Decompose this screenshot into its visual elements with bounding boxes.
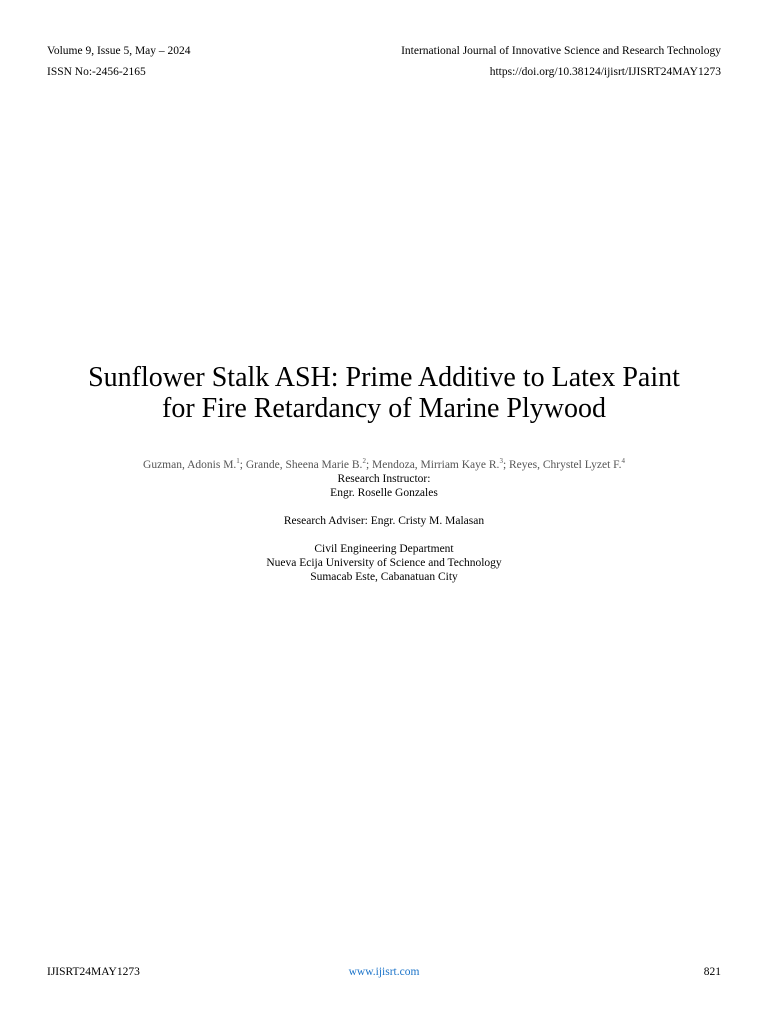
author-name: Guzman, Adonis M. (143, 459, 237, 471)
author-list (0, 458, 768, 472)
author-affiliation-mark: 1 (236, 457, 240, 466)
research-adviser: Research Adviser: Engr. Cristy M. Malasan (283, 515, 485, 527)
footer-paper-id: IJISRT24MAY1273 (47, 966, 140, 978)
author-name: Mendoza, Mirriam Kaye R. (372, 459, 500, 471)
doi-link[interactable]: https://doi.org/10.38124/ijisrt/IJISRT24MAY1273 (489, 66, 721, 78)
paper-title (0, 362, 768, 424)
address: Sumacab Este, Cabanatuan City (310, 571, 458, 583)
author-separator: ; (365, 459, 373, 471)
research-instructor-label: Research Instructor: (337, 473, 431, 485)
author-affiliation-mark: 4 (621, 457, 625, 466)
department: Civil Engineering Department (314, 543, 454, 555)
author-affiliation-mark: 2 (362, 457, 366, 466)
author-name: Grande, Sheena Marie B. (245, 459, 363, 471)
author-separator: ; (502, 459, 510, 471)
journal-name: International Journal of Innovative Science and Research Technology (401, 45, 721, 57)
paper-title-line-1: Sunflower Stalk ASH: Prime Additive to Latex Paint (88, 362, 680, 393)
author-separator: ; (239, 459, 246, 471)
paper-title-line-2: for Fire Retardancy of Marine Plywood (162, 393, 606, 424)
page-number: 821 (703, 966, 721, 978)
issn-line: ISSN No:-2456-2165 (47, 66, 146, 78)
footer-website (0, 965, 768, 979)
author-affiliation-mark: 3 (499, 457, 503, 466)
author-name: Reyes, Chrystel Lyzet F. (509, 459, 622, 471)
research-instructor-name: Engr. Roselle Gonzales (330, 487, 438, 499)
university: Nueva Ecija University of Science and Technology (266, 557, 502, 569)
volume-issue-line: Volume 9, Issue 5, May – 2024 (47, 45, 191, 57)
website-link[interactable]: www.ijisrt.com (348, 966, 420, 978)
